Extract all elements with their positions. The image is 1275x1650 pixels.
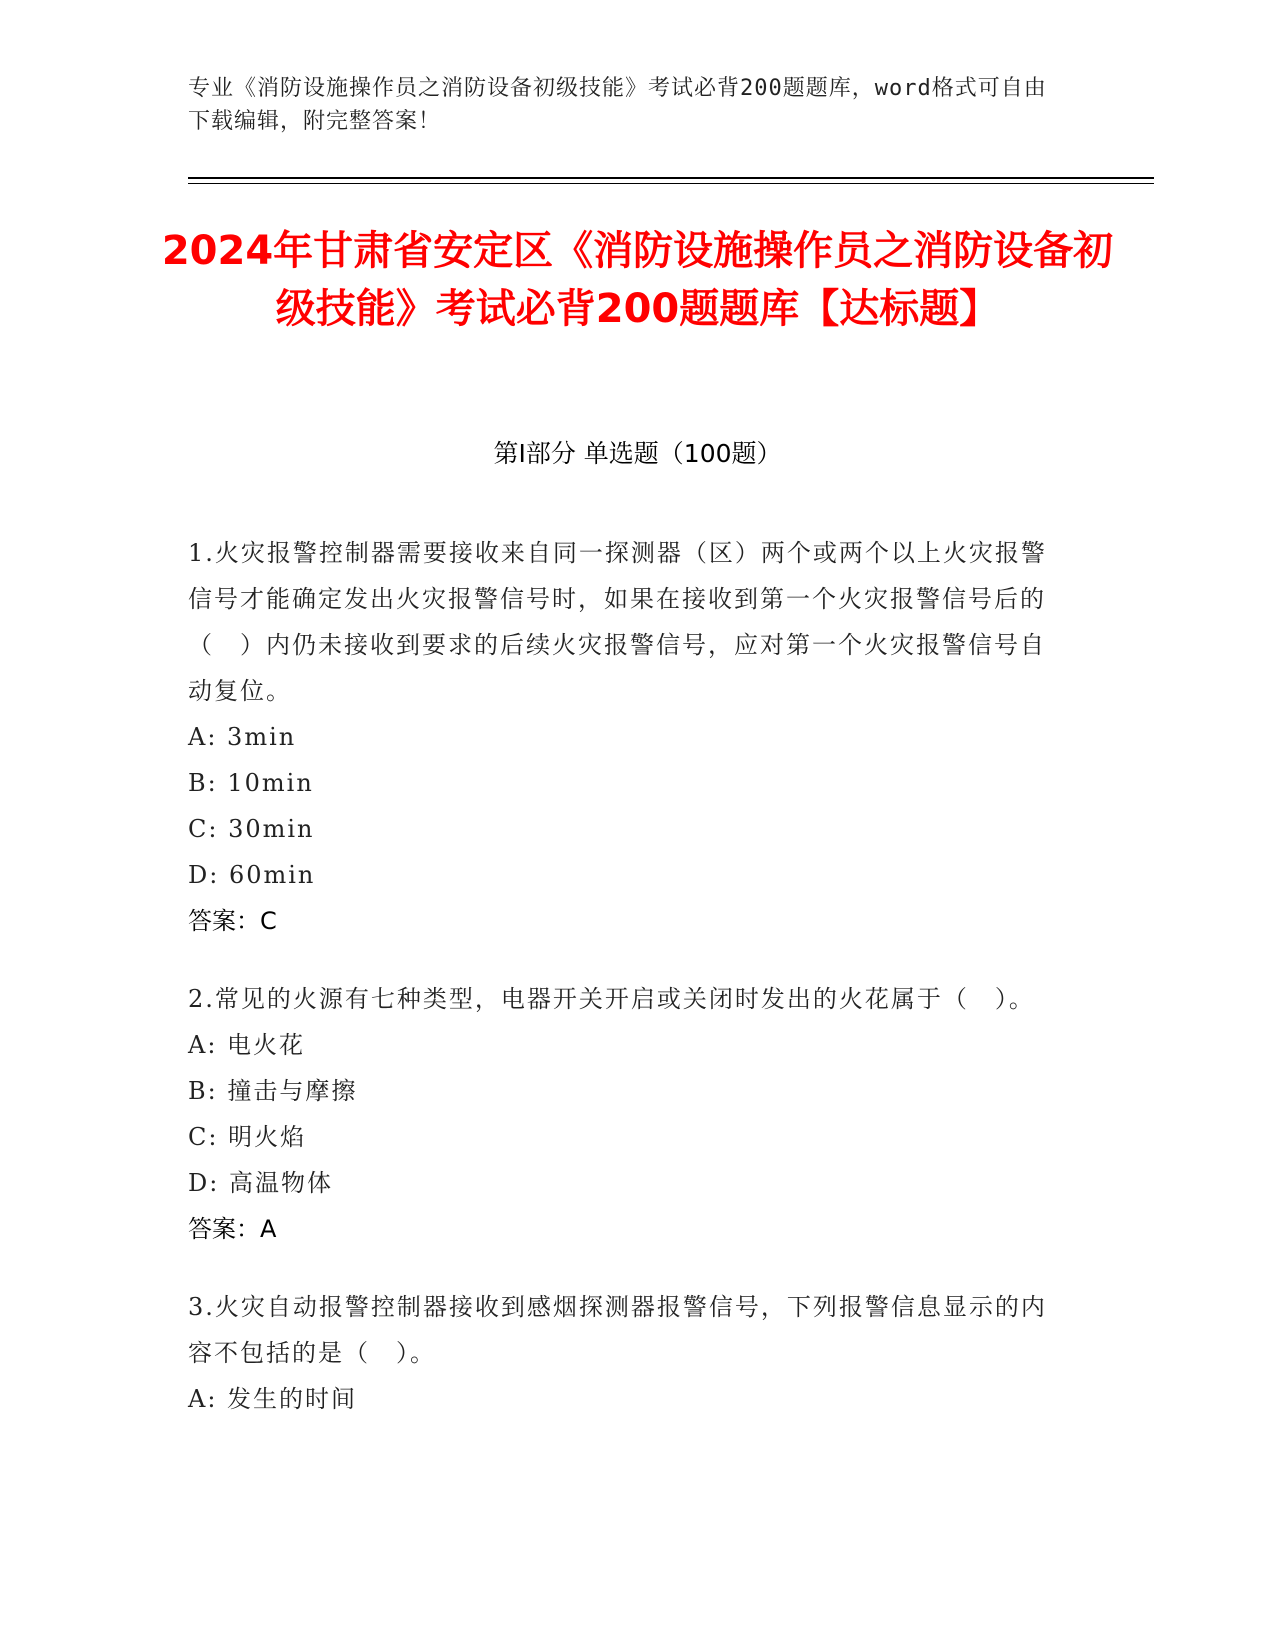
header-note: 专业《消防设施操作员之消防设备初级技能》考试必背200题题库，word格式可自由下载编辑，附完整答案！ xyxy=(188,76,1047,134)
question-list xyxy=(188,530,1058,1454)
option-a: A: 3min xyxy=(188,723,297,751)
question-text: 2.常见的火源有七种类型，电器开关开启或关闭时发出的火花属于（ ）。 xyxy=(188,985,1035,1013)
option-b: B: 10min xyxy=(188,769,314,797)
section-heading: 第I部分 单选题（100题） xyxy=(493,439,782,468)
option-c: C: 明火焰 xyxy=(188,1123,307,1151)
question-1 xyxy=(188,530,1058,944)
answer: 答案：A xyxy=(188,1215,277,1243)
option-a: A: 电火花 xyxy=(188,1031,306,1059)
header-rule-thick xyxy=(188,177,1154,179)
question-text: 1.火灾报警控制器需要接收来自同一探测器（区）两个或两个以上火灾报警信号才能确定发出火灾报警信号时，如果在接收到第一个火灾报警信号后的（ ）内仍未接收到要求的后续火灾报警信号，应对第一个火灾报警信号自动复位。 xyxy=(188,539,1047,705)
question-3 xyxy=(188,1284,1058,1422)
option-d: D: 60min xyxy=(188,861,316,889)
answer: 答案：C xyxy=(188,907,277,935)
question-text: 3.火灾自动报警控制器接收到感烟探测器报警信号，下列报警信息显示的内容不包括的是（ ）。 xyxy=(188,1293,1047,1367)
question-2 xyxy=(188,976,1058,1252)
document-title: 2024年甘肃省安定区《消防设施操作员之消防设备初级技能》考试必背200题题库【达标题】 xyxy=(161,228,1114,332)
option-a: A: 发生的时间 xyxy=(188,1385,358,1413)
option-d: D: 高温物体 xyxy=(188,1169,333,1197)
header-rule-thin xyxy=(188,183,1154,184)
option-c: C: 30min xyxy=(188,815,315,843)
option-b: B: 撞击与摩擦 xyxy=(188,1077,358,1105)
